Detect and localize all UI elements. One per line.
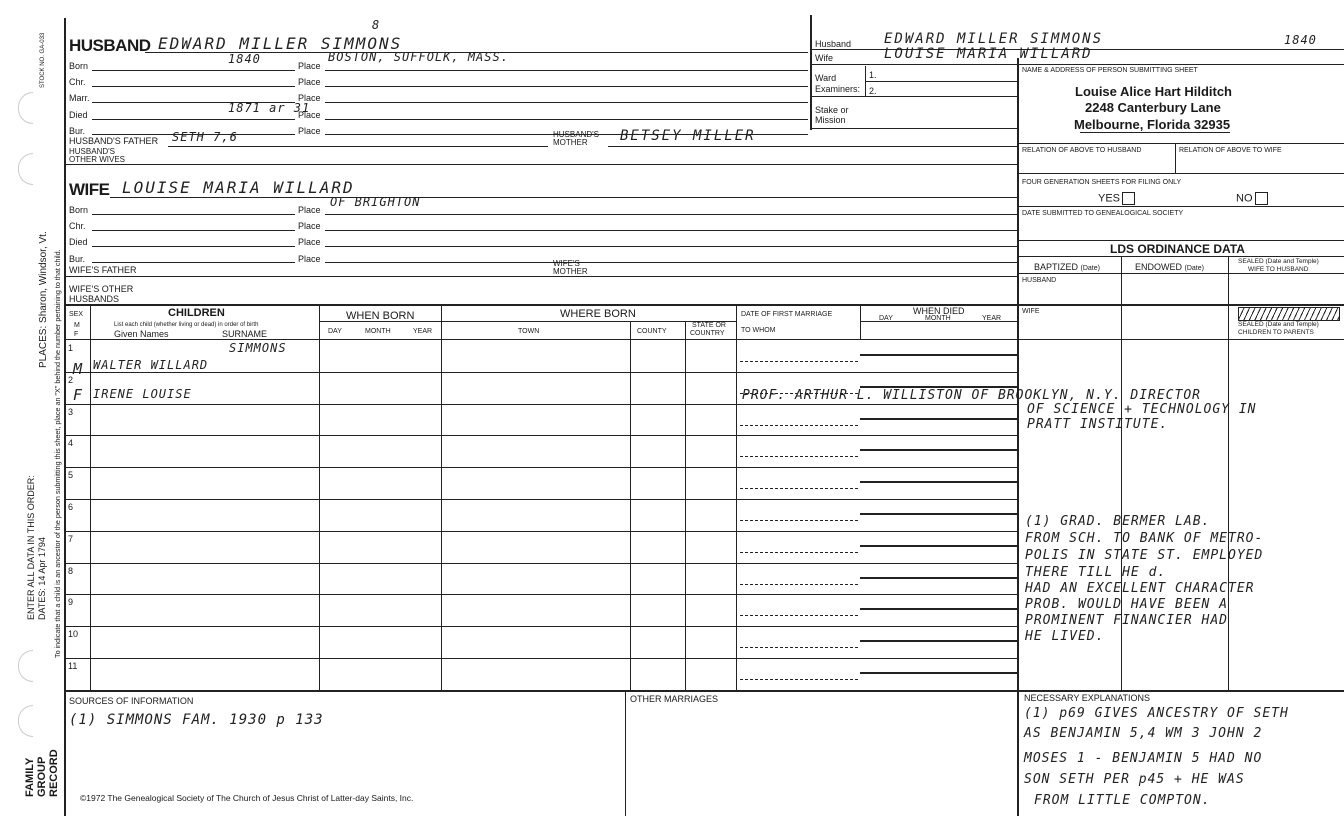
wife-chr-place-label: Place [298, 221, 321, 231]
husband-marr-place-label: Place [298, 93, 321, 103]
wife-heading: WIFE [69, 180, 110, 199]
child-row-line [64, 563, 1017, 564]
where-born-header: WHERE BORN [560, 308, 636, 320]
born-month-header: MONTH [365, 328, 391, 335]
husband-born-label: Born [69, 61, 89, 71]
child-death-line [860, 513, 1017, 515]
husband-mother-label-2: MOTHER [553, 138, 588, 147]
child-row-number: 8 [68, 566, 74, 576]
child-2-spouse[interactable]: PROF. ARTHUR L. WILLISTON OF BROOKLYN, N.Y. DIRECTOR [742, 388, 1201, 403]
husband-died-place-label: Place [298, 110, 321, 120]
husband-born-value[interactable]: 1840 [228, 52, 261, 66]
punch-hole-1 [18, 92, 33, 124]
family-group-record-title: FAMILY GROUP RECORD [24, 749, 60, 797]
husband-died-value[interactable]: 1871 ar 31 [228, 101, 311, 115]
given-names-header: Given Names [114, 329, 169, 339]
husband-other-label-1: HUSBAND'S [69, 147, 115, 156]
wife-father-label: WIFE'S FATHER [69, 265, 137, 275]
sex-m: M [74, 322, 80, 329]
husband-died-label: Died [69, 110, 88, 120]
child-1-sex[interactable]: M [73, 360, 84, 378]
yes-option[interactable]: YES [1098, 192, 1135, 205]
when-died-header: WHEN DIED [913, 306, 965, 316]
child-marriage-date-line [740, 552, 858, 553]
submitter-street[interactable]: 2248 Canterbury Lane [1085, 100, 1221, 115]
town-header: TOWN [518, 328, 540, 335]
header-husband-label: Husband [815, 39, 852, 49]
no-option[interactable]: NO [1236, 192, 1268, 205]
husband-father-label: HUSBAND'S FATHER [69, 136, 159, 146]
wife-mother-label-1: WIFE'S [553, 259, 580, 268]
examiner-one: 1. [869, 70, 877, 80]
child-row-line [64, 531, 1017, 532]
date-submitted-label: DATE SUBMITTED TO GENEALOGICAL SOCIETY [1022, 210, 1184, 217]
wife-born-place-value[interactable]: OF BRIGHTON [330, 195, 421, 209]
child-row-number: 9 [68, 597, 74, 607]
header-husband-year[interactable]: 1840 [1284, 33, 1317, 47]
four-gen-label: FOUR GENERATION SHEETS FOR FILING ONLY [1022, 179, 1182, 186]
husband-name[interactable]: EDWARD MILLER SIMMONS [158, 34, 403, 53]
hatched-box [1238, 307, 1340, 321]
child-marriage-date-line [740, 679, 858, 680]
child-marriage-date-line [740, 425, 858, 426]
wife-other-label-1: WIFE'S OTHER [69, 284, 134, 294]
submitter-city[interactable]: Melbourne, Florida 32935 [1074, 117, 1231, 132]
born-day-header: DAY [328, 328, 342, 335]
husband-born-place-label: Place [298, 61, 321, 71]
punch-hole-3 [18, 650, 33, 682]
wife-born-label: Born [69, 205, 89, 215]
child-marriage-date-line [740, 361, 858, 362]
county-header: COUNTY [637, 328, 667, 335]
necessary-explanations-label: NECESSARY EXPLANATIONS [1024, 693, 1151, 703]
places-label: PLACES: Sharon, Windsor, Vt. [38, 231, 49, 368]
child-row-line [64, 658, 1017, 659]
child-death-line [860, 672, 1017, 674]
husband-born-place-value[interactable]: BOSTON, SUFFOLK, MASS. [328, 50, 509, 64]
wife-died-place-label: Place [298, 237, 321, 247]
marriage-header-1: DATE OF FIRST MARRIAGE [741, 311, 833, 318]
child-row-line [64, 626, 1017, 627]
child-marriage-date-line [740, 615, 858, 616]
child-marriage-date-line [740, 647, 858, 648]
wife-chr-label: Chr. [69, 221, 86, 231]
marriage-header-2: TO WHOM [741, 327, 776, 334]
enter-all-label: ENTER ALL DATA IN THIS ORDER: [26, 475, 36, 620]
child-row-number: 10 [68, 629, 79, 639]
examiners-label: Examiners: [815, 84, 861, 94]
husband-other-label-2: OTHER WIVES [69, 155, 126, 164]
children-header: CHILDREN [168, 307, 225, 319]
lds-endowed: ENDOWED (Date) [1135, 262, 1204, 272]
child-death-line [860, 354, 1017, 356]
state-header-1: STATE OR [692, 322, 726, 329]
born-year-header: YEAR [413, 328, 433, 335]
other-marriages-label: OTHER MARRIAGES [630, 694, 719, 704]
child-row-number: 3 [68, 407, 74, 417]
children-note: List each child (whether living or dead) in order of birth [114, 322, 259, 328]
lds-wife-label: WIFE [1022, 308, 1040, 315]
died-month-header: MONTH [925, 315, 951, 322]
child-row-number: 7 [68, 534, 74, 544]
child-marriage-date-line [740, 456, 858, 457]
sex-f: F [74, 331, 79, 338]
no-checkbox [1255, 192, 1268, 205]
examiner-two: 2. [869, 86, 877, 96]
child-1-name[interactable]: WALTER WILLARD [93, 358, 209, 372]
relation-wife-label: RELATION OF ABOVE TO WIFE [1179, 147, 1282, 154]
child-row-number: 4 [68, 438, 74, 448]
sources-label: SOURCES OF INFORMATION [69, 696, 194, 706]
child-death-line [860, 640, 1017, 642]
submitter-name[interactable]: Louise Alice Hart Hilditch [1075, 84, 1232, 99]
spouse-continued-2[interactable]: PRATT INSTITUTE. [1027, 417, 1169, 432]
husband-mark: 8 [372, 18, 381, 32]
husband-marr-label: Marr. [69, 93, 90, 103]
lds-sealed-wife-2: WIFE TO HUSBAND [1248, 266, 1309, 273]
child-row-number: 1 [68, 343, 74, 353]
child-death-line [860, 449, 1017, 451]
died-day-header: DAY [879, 315, 893, 322]
child-row-number: 6 [68, 502, 74, 512]
mission-label: Mission [815, 115, 846, 125]
sources-value[interactable]: (1) SIMMONS FAM. 1930 p 133 [69, 712, 324, 728]
stake-label: Stake or [815, 105, 849, 115]
wife-bur-label: Bur. [69, 254, 86, 264]
child-death-line [860, 577, 1017, 579]
child-row-number: 5 [68, 470, 74, 480]
child-row-line [64, 499, 1017, 500]
wife-mother-label-2: MOTHER [553, 267, 588, 276]
state-header-2: COUNTRY [690, 330, 725, 337]
child-death-line [860, 545, 1017, 547]
husband-mother-label-1: HUSBAND'S [553, 130, 599, 139]
child-death-line [860, 481, 1017, 483]
husband-father-value[interactable]: SETH 7,6 [172, 130, 238, 144]
child-death-line [860, 608, 1017, 610]
header-husband-value[interactable]: EDWARD MILLER SIMMONS [884, 31, 1104, 47]
sex-header: SEX [69, 311, 84, 318]
child-marriage-date-line [740, 584, 858, 585]
child-row-line [64, 372, 1017, 373]
child-row-number: 11 [68, 661, 78, 671]
child-row-line [64, 467, 1017, 468]
child-marriage-date-line [740, 488, 858, 489]
header-wife-label: Wife [815, 53, 833, 63]
dates-label: DATES: 14 Apr 1794 [37, 537, 47, 620]
ancestor-instruction: To indicate that a child is an ancestor of the person submitting this sheet, place an "X" behind the number pertaining to that child. [53, 249, 62, 658]
stock-number: STOCK NO. GA-033 [40, 32, 46, 88]
submitter-label: NAME & ADDRESS OF PERSON SUBMITTING SHEET [1022, 67, 1198, 74]
punch-hole-4 [18, 705, 33, 737]
died-year-header: YEAR [982, 315, 1002, 322]
child-death-line [860, 418, 1017, 420]
lds-sealed-child-2: CHILDREN TO PARENTS [1238, 329, 1314, 336]
child-row-line [64, 435, 1017, 436]
header-wife-value[interactable]: LOUISE MARIA WILLARD [884, 46, 1093, 62]
wife-bur-place-label: Place [298, 254, 321, 264]
ward-label: Ward [815, 73, 837, 83]
child-row-line [64, 594, 1017, 595]
lds-title: LDS ORDINANCE DATA [1110, 242, 1245, 256]
lds-baptized: BAPTIZED (Date) [1034, 262, 1100, 272]
yes-checkbox [1122, 192, 1135, 205]
husband-heading: HUSBAND [69, 36, 151, 55]
lds-sealed-wife-1: SEALED (Date and Temple) [1238, 258, 1319, 265]
wife-other-label-2: HUSBANDS [69, 294, 120, 304]
child-marriage-date-line [740, 520, 858, 521]
child-surname-hw[interactable]: SIMMONS [229, 341, 287, 355]
child-row-line [64, 404, 1017, 405]
wife-name[interactable]: LOUISE MARIA WILLARD [122, 178, 355, 197]
child-2-name[interactable]: IRENE LOUISE [93, 387, 192, 401]
husband-bur-place-label: Place [298, 126, 321, 136]
lds-sealed-child-1: SEALED (Date and Temple) [1238, 321, 1319, 328]
relation-husband-label: RELATION OF ABOVE TO HUSBAND [1022, 147, 1142, 154]
child-row-number: 2 [68, 375, 74, 385]
husband-chr-place-label: Place [298, 77, 321, 87]
husband-mother-value[interactable]: BETSEY MILLER [620, 128, 756, 144]
wife-died-label: Died [69, 237, 88, 247]
punch-hole-2 [18, 153, 33, 185]
copyright: ©1972 The Genealogical Society of The Church of Jesus Christ of Latter-day Saints, Inc. [80, 793, 414, 803]
wife-born-place-label: Place [298, 205, 321, 215]
when-born-header: WHEN BORN [346, 310, 415, 322]
lds-husband-label: HUSBAND [1022, 277, 1057, 284]
surname-header: SURNAME [222, 329, 268, 339]
husband-bur-label: Bur. [69, 126, 86, 136]
spouse-continued-1[interactable]: OF SCIENCE + TECHNOLOGY IN [1027, 402, 1257, 417]
husband-chr-label: Chr. [69, 77, 86, 87]
child-2-sex[interactable]: F [73, 386, 84, 404]
